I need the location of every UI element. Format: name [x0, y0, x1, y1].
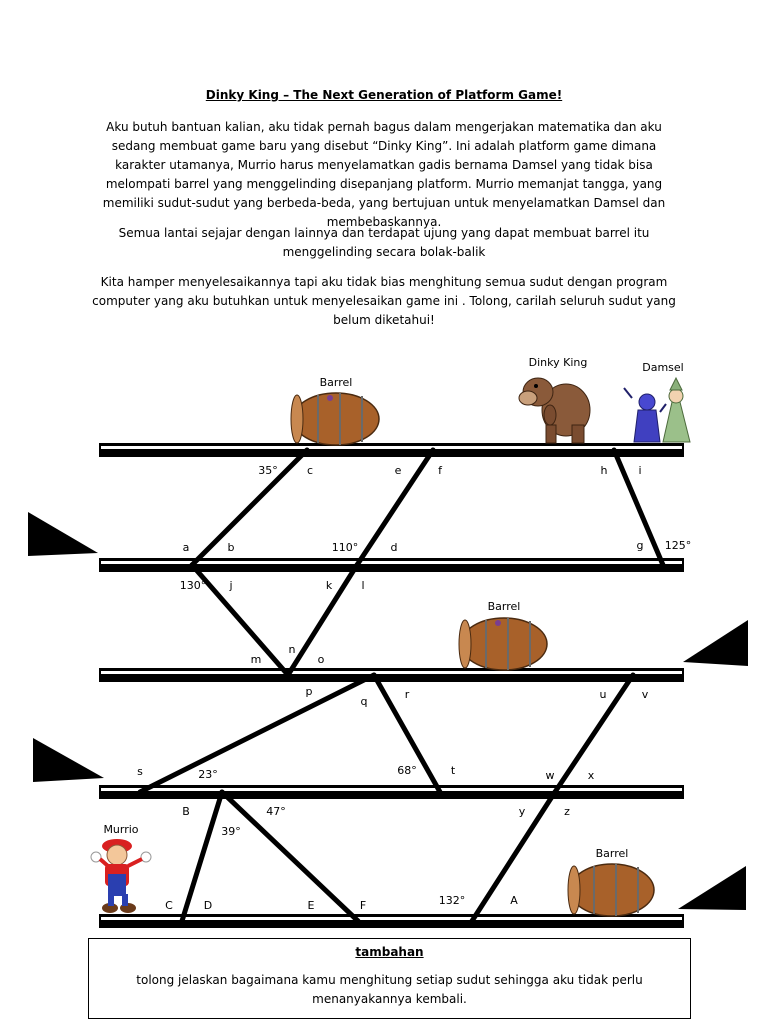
- angle-label: y: [518, 805, 526, 818]
- floor-5: [99, 914, 684, 928]
- angle-label: q: [360, 695, 368, 708]
- barrel-top: [291, 393, 379, 445]
- angle-label: x: [587, 769, 595, 782]
- angle-label: g: [636, 539, 644, 552]
- angle-label: 23°: [198, 768, 218, 781]
- barrel-middle: [459, 618, 547, 670]
- ramp-left-1: [28, 512, 98, 556]
- ladder-4: [192, 565, 288, 675]
- request-paragraph: Kita hamper menyelesaikannya tapi aku tidak bias menghitung semua sudut dengan program computer yang aku butuhkan untuk menyelesaikan game ini . Tolong, carilah seluruh sudut yang belum diketahui!: [92, 275, 676, 327]
- angle-label: 125°: [664, 539, 692, 552]
- angle-label: a: [182, 541, 190, 554]
- angle-label: r: [404, 688, 410, 701]
- dinky-king-label: Dinky King: [528, 356, 588, 369]
- angle-label: v: [641, 688, 649, 701]
- dinky-king-figure: [519, 378, 590, 443]
- angle-label: b: [227, 541, 235, 554]
- angle-label: t: [450, 764, 456, 777]
- ramp-left-2: [33, 738, 104, 782]
- document-title: Dinky King – The Next Generation of Platform Game!: [205, 88, 563, 102]
- angle-label: 47°: [266, 805, 286, 818]
- ladder-10: [222, 792, 358, 921]
- intro-paragraph: Aku butuh bantuan kalian, aku tidak pernah bagus dalam mengerjakan matematika dan aku sedang membuat game baru yang disebut “Dinky King”. Ini adalah platform game dimana karakter utamanya, Murrio harus menyelamatkan gadis bernama Damsel yang tidak bisa melompati barrel yang menggelinding disepanjang platform. Murrio memanjat tangga, yang memiliki sudut-sudut yang berbeda-beda, yang bertujuan untuk menyelamatkan Damsel dan membebaskannya.: [102, 120, 666, 229]
- murrio-label: Murrio: [103, 823, 139, 836]
- ladders: [140, 450, 663, 921]
- angle-label: p: [305, 685, 313, 698]
- angle-label: o: [317, 653, 325, 666]
- angle-label: A: [510, 894, 518, 907]
- angle-label: B: [182, 805, 190, 818]
- angle-label: j: [229, 579, 233, 592]
- angle-label: 68°: [397, 764, 417, 777]
- barrel-bottom: [568, 864, 654, 916]
- ladder-1: [192, 450, 307, 565]
- additional-note-box: [88, 938, 691, 1019]
- angle-label: z: [564, 805, 570, 818]
- floor-3: [99, 668, 684, 682]
- angle-label: s: [137, 765, 143, 778]
- floors-paragraph: Semua lantai sejajar dengan lainnya dan terdapat ujung yang dapat membuat barrel itu menggelinding secara bolak-balik: [118, 226, 650, 259]
- note-body: tolong jelaskan bagaimana kamu menghitung setiap sudut sehingga aku tidak perlu menanyakannya kembali.: [136, 973, 643, 1006]
- angle-label: k: [325, 579, 333, 592]
- damsel-label: Damsel: [642, 361, 684, 374]
- angle-label: l: [361, 579, 365, 592]
- damsel-figure: [624, 378, 690, 442]
- ladder-6: [140, 675, 374, 792]
- barrel-label-bottom: Barrel: [595, 847, 629, 860]
- angle-label: d: [390, 541, 398, 554]
- angle-label: 35°: [258, 464, 278, 477]
- angle-label: i: [638, 464, 642, 477]
- barrel-label-middle: Barrel: [487, 600, 521, 613]
- angle-label: c: [306, 464, 314, 477]
- angle-label: h: [600, 464, 608, 477]
- angle-label: E: [307, 899, 315, 912]
- ramp-right-2: [678, 866, 746, 910]
- floor-2: [99, 558, 684, 572]
- angle-label: e: [394, 464, 402, 477]
- angle-label: m: [250, 653, 262, 666]
- murrio-figure: [91, 839, 151, 913]
- angle-label: w: [545, 769, 555, 782]
- barrel-label-top: Barrel: [319, 376, 353, 389]
- angle-label: F: [359, 899, 367, 912]
- angle-label: C: [165, 899, 173, 912]
- angle-label: 110°: [331, 541, 359, 554]
- angle-label: f: [438, 464, 442, 477]
- angle-label: 39°: [221, 825, 241, 838]
- angle-label: u: [599, 688, 607, 701]
- ramp-right-1: [683, 620, 748, 666]
- angle-label: 132°: [438, 894, 466, 907]
- angle-label: D: [203, 899, 213, 912]
- floor-1: [99, 443, 684, 457]
- floor-4: [99, 785, 684, 799]
- note-title: tambahan: [355, 945, 424, 959]
- angle-label: 130°: [179, 579, 207, 592]
- angle-label: n: [288, 643, 296, 656]
